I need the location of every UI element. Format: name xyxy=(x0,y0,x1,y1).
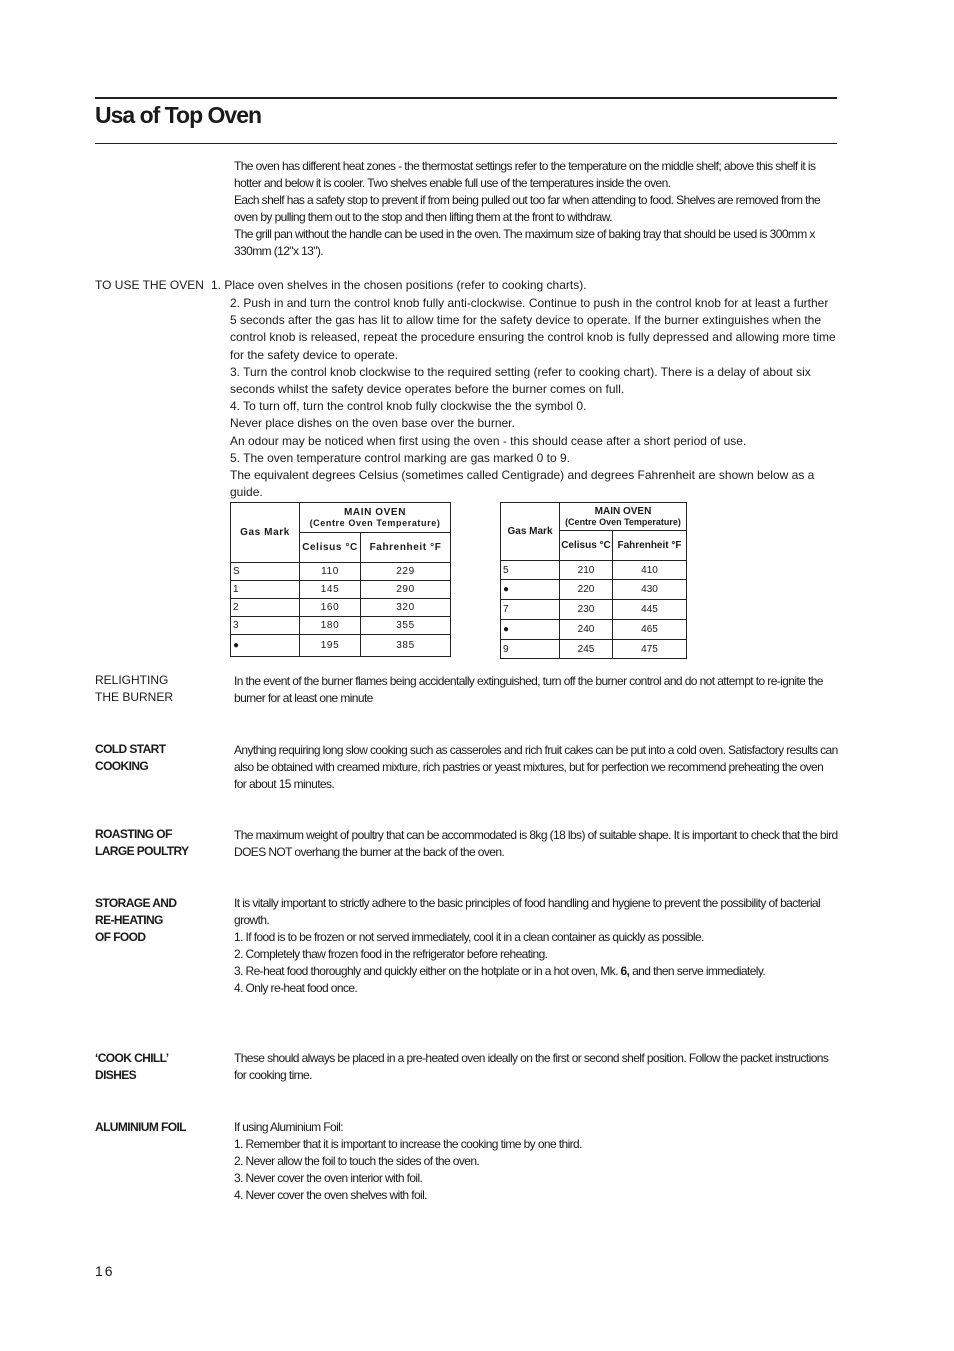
fahrenheit-cell: 290 xyxy=(361,581,451,599)
fahrenheit-cell: 229 xyxy=(361,563,451,581)
roasting-label-line: LARGE POULTRY xyxy=(95,844,189,858)
centre-temperature-note: (Centre Oven Temperature) xyxy=(309,518,441,528)
gas-mark-cell: ● xyxy=(231,635,300,657)
relighting-label-line: RELIGHTING xyxy=(95,673,169,687)
gas-mark-cell: S xyxy=(231,563,300,581)
main-oven-header xyxy=(560,503,687,531)
table-row xyxy=(501,640,687,659)
gas-mark-cell: ● xyxy=(501,620,560,640)
table-row xyxy=(231,563,451,581)
fahrenheit-cell: 465 xyxy=(613,620,687,640)
gas-mark-value: 6, xyxy=(620,964,630,978)
top-rule xyxy=(95,97,837,99)
table-row xyxy=(501,580,687,600)
foil-item: 4. Never cover the oven shelves with foil. xyxy=(234,1188,427,1202)
gas-mark-header: Gas Mark xyxy=(501,503,560,561)
gas-mark-header: Gas Mark xyxy=(231,503,300,563)
table-row xyxy=(501,620,687,640)
celsius-cell: 220 xyxy=(560,580,613,600)
gas-mark-cell: 2 xyxy=(231,599,300,617)
fahrenheit-cell: 475 xyxy=(613,640,687,659)
gas-mark-cell: 7 xyxy=(501,600,560,620)
table-row xyxy=(231,599,451,617)
title-rule xyxy=(95,143,837,144)
cold-start-label-line: COOKING xyxy=(95,759,149,773)
foil-item: 2. Never allow the foil to touch the sides of the oven. xyxy=(234,1154,480,1168)
fahrenheit-cell: 355 xyxy=(361,617,451,635)
intro-paragraph: The grill pan without the handle can be used in the oven. The maximum size of baking tray that should be used is 300mm x 330mm (12"x 13"). xyxy=(234,227,815,258)
gas-mark-cell: 9 xyxy=(501,640,560,659)
cook-chill-label xyxy=(95,1050,225,1084)
fahrenheit-header: Fahrenheit °F xyxy=(361,533,451,563)
celsius-cell: 145 xyxy=(300,581,361,599)
storage-label-line: RE-HEATING xyxy=(95,913,163,927)
main-oven-title: MAIN OVEN xyxy=(343,507,407,518)
celsius-cell: 230 xyxy=(560,600,613,620)
page-number: 16 xyxy=(95,1263,115,1279)
foil-text xyxy=(234,1119,838,1204)
gas-mark-cell: ● xyxy=(501,580,560,600)
storage-label-line: STORAGE AND xyxy=(95,896,177,910)
gas-mark-table-low xyxy=(230,502,451,657)
use-oven-step: 1. Place oven shelves in the chosen positions (refer to cooking charts). xyxy=(211,278,587,292)
use-oven-note: The equivalent degrees Celsius (sometimes called Centigrade) and degrees Fahrenheit are shown below as a guide. xyxy=(230,468,815,500)
cook-chill-label-line: DISHES xyxy=(95,1068,137,1082)
celsius-cell: 240 xyxy=(560,620,613,640)
relighting-label xyxy=(95,672,225,706)
celsius-cell: 160 xyxy=(300,599,361,617)
table-row xyxy=(501,561,687,580)
cold-start-text: Anything requiring long slow cooking such as casseroles and rich fruit cakes can be put into a cold oven. Satisfactory results can also be obtained with creamed mixture, rich pastries or yeast mixtures, but for perfection we recommend preheating the oven for about 15 minutes. xyxy=(234,743,838,791)
use-oven-step: 5. The oven temperature control marking are gas marked 0 to 9. xyxy=(230,450,570,465)
foil-intro: If using Aluminium Foil: xyxy=(234,1120,343,1134)
storage-text xyxy=(234,895,838,997)
cold-start-label-line: COLD START xyxy=(95,742,166,756)
intro-paragraph: Each shelf has a safety stop to prevent if from being pulled out too far when attending to food. Shelves are removed from the oven by pulling them out to the stop and then lifting them at the front to withdraw. xyxy=(234,193,821,224)
storage-item-text: 3. Re-heat food thoroughly and quickly either on the hotplate or in a hot oven, Mk. xyxy=(234,964,618,978)
celsius-header: Celisus °C xyxy=(300,533,361,563)
fahrenheit-cell: 430 xyxy=(613,580,687,600)
main-oven-title: MAIN OVEN xyxy=(594,506,652,517)
foil-item: 1. Remember that it is important to increase the cooking time by one third. xyxy=(234,1137,582,1151)
table-row xyxy=(231,581,451,599)
celsius-cell: 180 xyxy=(300,617,361,635)
table-row xyxy=(231,617,451,635)
main-oven-header xyxy=(300,503,451,533)
storage-item: 2. Completely thaw frozen food in the refrigerator before reheating. xyxy=(234,947,548,961)
gas-mark-table-high xyxy=(500,502,687,659)
celsius-cell: 110 xyxy=(300,563,361,581)
storage-item: 4. Only re-heat food once. xyxy=(234,981,358,995)
table-row xyxy=(231,635,451,657)
use-oven-step: 2. Push in and turn the control knob fully anti-clockwise. Continue to push in the control knob for at least a further 5 seconds after the gas has lit to allow time for the safety device to operate. If the burner extinguishes when the control knob is released, repeat the procedure ensuring the control knob is fully depressed and allowing more time for the safety device to operate. xyxy=(230,296,836,362)
centre-temperature-note: (Centre Oven Temperature) xyxy=(565,517,681,527)
storage-item: 1. If food is to be frozen or not served immediately, cool it in a clean container as quickly as possible. xyxy=(234,930,704,944)
gas-mark-cell: 1 xyxy=(231,581,300,599)
use-oven-step: 4. To turn off, turn the control knob fully clockwise the the symbol 0. xyxy=(230,399,587,414)
foil-label: ALUMINIUM FOIL xyxy=(95,1120,186,1134)
storage-intro: It is vitally important to strictly adhere to the basic principles of food handling and hygiene to prevent the possibility of bacterial growth. xyxy=(234,896,821,927)
use-oven-step: 3. Turn the control knob clockwise to the required setting (refer to cooking chart). There is a delay of about six seconds whilst the safety device operates before the burner comes on full. xyxy=(230,364,811,397)
fahrenheit-cell: 410 xyxy=(613,561,687,580)
fahrenheit-cell: 445 xyxy=(613,600,687,620)
relighting-label-line: THE BURNER xyxy=(95,690,174,704)
gas-mark-cell: 3 xyxy=(231,617,300,635)
cook-chill-label-line: ‘COOK CHILL’ xyxy=(95,1051,169,1065)
gas-mark-cell: 5 xyxy=(501,561,560,580)
use-oven-note: An odour may be noticed when first using the oven - this should cease after a short period of use. xyxy=(230,433,747,448)
cold-start-label xyxy=(95,741,225,775)
foil-item: 3. Never cover the oven interior with foil. xyxy=(234,1171,423,1185)
storage-label xyxy=(95,895,225,946)
storage-label-line: OF FOOD xyxy=(95,930,146,944)
use-oven-note: Never place dishes on the oven base over the burner. xyxy=(230,416,515,431)
storage-item xyxy=(234,963,838,980)
celsius-cell: 195 xyxy=(300,635,361,657)
table-row xyxy=(501,600,687,620)
celsius-cell: 210 xyxy=(560,561,613,580)
intro-paragraph: The oven has different heat zones - the thermostat settings refer to the temperature on the middle shelf; above this shelf it is hotter and below it is cooler. Two shelves enable full use of the temperatures inside the oven. xyxy=(234,159,816,190)
storage-item-text: and then serve immediately. xyxy=(632,964,766,978)
roasting-text: The maximum weight of poultry that can be accommodated is 8kg (18 lbs) of suitable shape. It is important to check that the bird DOES NOT overhang the burner at the back of the oven. xyxy=(234,828,838,859)
fahrenheit-header: Fahrenheit °F xyxy=(613,531,687,561)
celsius-header: Celisus °C xyxy=(560,531,613,561)
fahrenheit-cell: 385 xyxy=(361,635,451,657)
celsius-cell: 245 xyxy=(560,640,613,659)
use-oven-label: TO USE THE OVEN xyxy=(95,278,204,292)
page-title: Usa of Top Oven xyxy=(95,102,262,128)
cook-chill-text: These should always be placed in a pre-heated oven ideally on the first or second shelf position. Follow the packet instructions for cooking time. xyxy=(234,1051,829,1082)
use-oven-steps xyxy=(230,295,838,501)
roasting-label xyxy=(95,826,225,860)
intro-section xyxy=(234,158,834,260)
roasting-label-line: ROASTING OF xyxy=(95,827,172,841)
fahrenheit-cell: 320 xyxy=(361,599,451,617)
relighting-text: In the event of the burner flames being accidentally extinguished, turn off the burner control and do not attempt to re-ignite the burner for at least one minute xyxy=(234,674,823,705)
